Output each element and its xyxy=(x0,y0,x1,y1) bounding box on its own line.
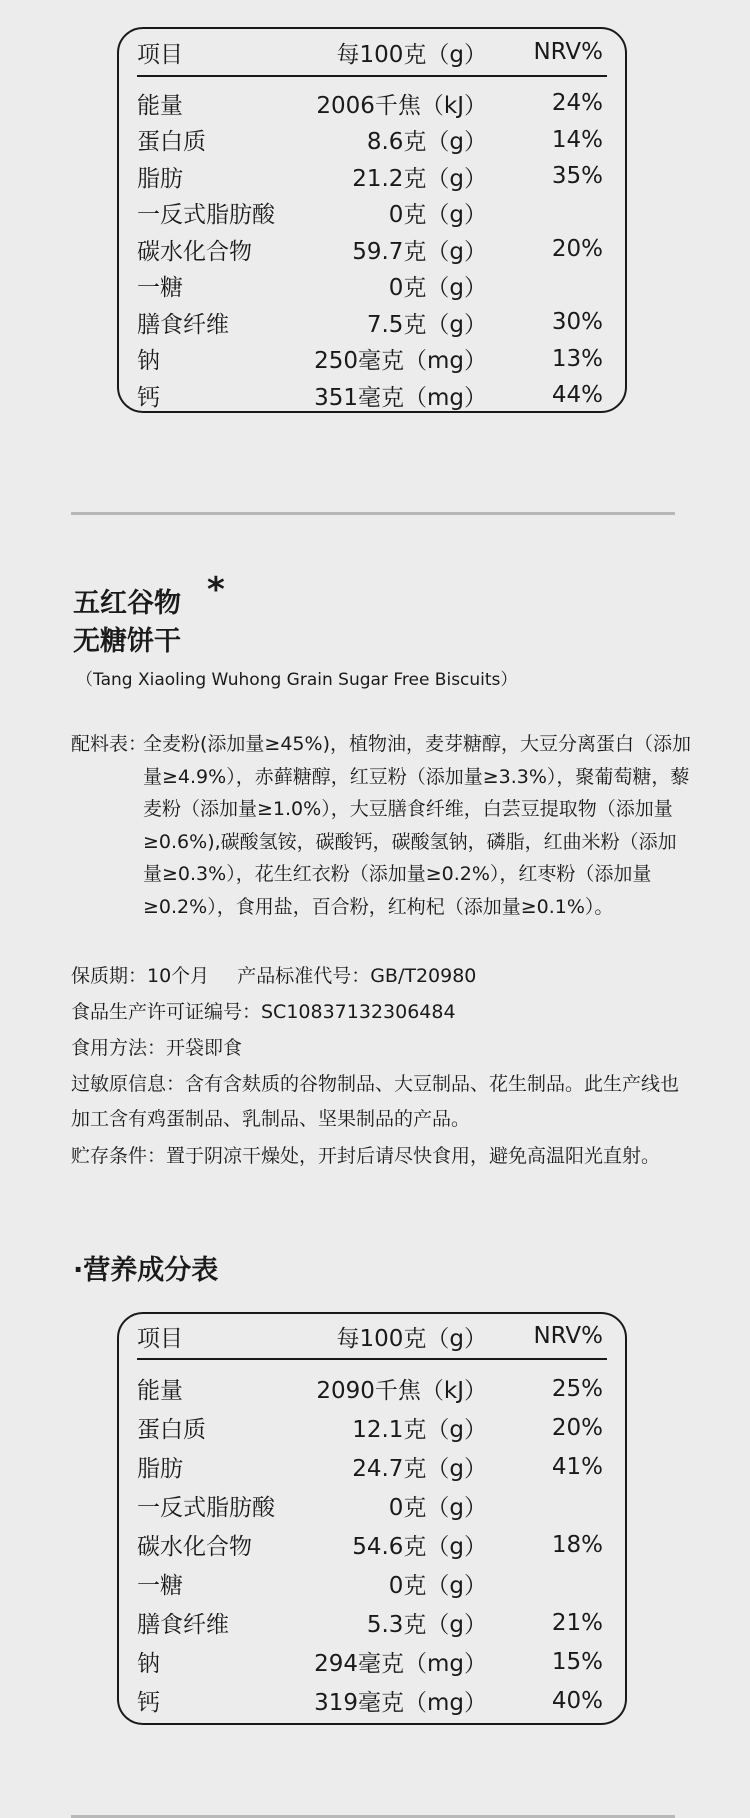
nutrient-nrv: 41% xyxy=(551,1453,603,1480)
nutrient-amount: 319毫克（mg） xyxy=(314,1690,487,1716)
nutrient-amount: 0克（g） xyxy=(388,275,487,302)
nutrient-nrv: 20% xyxy=(551,1414,603,1441)
nutrient-amount: 2006千焦（kJ） xyxy=(316,92,487,119)
table-row xyxy=(137,1525,607,1564)
nutrient-name: 蛋白质 xyxy=(137,1417,206,1443)
nutrient-name: 钙 xyxy=(137,1690,160,1716)
nutrient-amount: 5.3克（g） xyxy=(366,1612,487,1638)
nutrient-name: 碳水化合物 xyxy=(137,1534,252,1560)
ingredients-label: 配料表： xyxy=(71,733,148,755)
nutrient-name: 脂肪 xyxy=(137,1456,183,1482)
product-english-name: （Tang Xiaoling Wuhong Grain Sugar Free Biscuits） xyxy=(76,670,518,690)
nutrient-amount: 294毫克（mg） xyxy=(314,1651,487,1677)
product-subtitle: 无糖饼干 xyxy=(73,626,181,657)
nutrition-table xyxy=(117,27,627,413)
nutrition-table xyxy=(117,1312,627,1725)
nutrient-name: 蛋白质 xyxy=(137,129,206,156)
header-per-100g: 每100克（g） xyxy=(336,41,487,68)
header-item: 项目 xyxy=(137,1325,183,1352)
nutrient-name: 膳食纤维 xyxy=(137,1612,229,1638)
nutrient-amount: 351毫克（mg） xyxy=(314,384,487,411)
nutrient-nrv: 24% xyxy=(551,90,603,117)
nutrient-name: 膳食纤维 xyxy=(137,311,229,338)
nutrient-nrv: 25% xyxy=(551,1375,603,1402)
table-row xyxy=(137,341,607,378)
table-row xyxy=(137,1408,607,1447)
table-header-row xyxy=(137,29,607,77)
table-row xyxy=(137,1603,607,1642)
nutrient-nrv: 40% xyxy=(551,1687,603,1714)
nutrient-name: 一糖 xyxy=(137,275,183,302)
table-row xyxy=(137,1681,607,1720)
table-row xyxy=(137,304,607,341)
nutrient-name: 碳水化合物 xyxy=(137,238,252,265)
nutrient-name: 能量 xyxy=(137,1378,183,1404)
section-divider xyxy=(71,512,675,515)
nutrient-name: 钙 xyxy=(137,384,160,411)
nutrient-name: 钠 xyxy=(137,348,160,375)
table-body xyxy=(137,77,607,414)
table-row xyxy=(137,85,607,122)
nutrient-amount: 54.6克（g） xyxy=(352,1534,487,1560)
usage-method: 食用方法：开袋即食 xyxy=(71,1037,243,1059)
shelf-life-line xyxy=(71,958,681,994)
nutrient-nrv: 30% xyxy=(551,309,603,336)
table-row xyxy=(137,1486,607,1525)
nutrient-name: 一反式脂肪酸 xyxy=(137,202,275,229)
table-row xyxy=(137,231,607,268)
table-row xyxy=(137,195,607,232)
table-body xyxy=(137,1360,607,1720)
nutrient-amount: 2090千焦（kJ） xyxy=(316,1378,487,1404)
product-standard: 产品标准代号：GB/T20980 xyxy=(237,965,477,987)
table-header-row xyxy=(137,1314,607,1360)
table-row xyxy=(137,377,607,414)
nutrient-amount: 7.5克（g） xyxy=(366,311,487,338)
nutrient-name: 能量 xyxy=(137,92,183,119)
header-per-100g: 每100克（g） xyxy=(336,1325,487,1352)
nutrient-amount: 12.1克（g） xyxy=(352,1417,487,1443)
nutrient-nrv: 20% xyxy=(551,236,603,263)
nutrient-name: 脂肪 xyxy=(137,165,183,192)
nutrient-amount: 0克（g） xyxy=(388,1495,487,1521)
nutrient-name: 一糖 xyxy=(137,1573,183,1599)
storage-conditions: 贮存条件：置于阴凉干燥处，开封后请尽快食用，避免高温阳光直射。 xyxy=(71,1145,661,1167)
table-row xyxy=(137,122,607,159)
nutrient-amount: 59.7克（g） xyxy=(352,238,487,265)
ingredients-text: 全麦粉(添加量≥45%)，植物油，麦芽糖醇，大豆分离蛋白（添加量≥4.9%），赤藓糖醇，红豆粉（添加量≥3.3%），聚葡萄糖，藜麦粉（添加量≥1.0%），大豆膳食纤维，白芸豆提取物（添加量≥0.6%),碳酸氢铵，碳酸钙，碳酸氢钠，磷脂，红曲米粉（添加量≥0.3%），花生红衣粉（添加量≥0.2%），红枣粉（添加量≥0.2%），食用盐，百合粉，红枸杞（添加量≥0.1%）。 xyxy=(143,733,691,918)
nutrient-nrv: 44% xyxy=(551,382,603,409)
table-row xyxy=(137,1447,607,1486)
nutrient-amount: 250毫克（mg） xyxy=(314,348,487,375)
nutrient-nrv: 18% xyxy=(551,1531,603,1558)
nutrient-amount: 0克（g） xyxy=(388,202,487,229)
nutrient-amount: 24.7克（g） xyxy=(352,1456,487,1482)
nutrient-nrv: 35% xyxy=(551,163,603,190)
nutrient-name: 一反式脂肪酸 xyxy=(137,1495,275,1521)
section-title: ·营养成分表 xyxy=(73,1255,219,1286)
asterisk-mark: * xyxy=(207,570,225,610)
nutrient-nrv: 21% xyxy=(551,1609,603,1636)
nutrient-amount: 8.6克（g） xyxy=(366,129,487,156)
nutrient-nrv: 14% xyxy=(551,126,603,153)
allergen-info: 过敏原信息：含有含麸质的谷物制品、大豆制品、花生制品。此生产线也加工含有鸡蛋制品、乳制品、坚果制品的产品。 xyxy=(71,1073,680,1130)
header-item: 项目 xyxy=(137,41,183,68)
nutrient-amount: 0克（g） xyxy=(388,1573,487,1599)
table-row xyxy=(137,268,607,305)
table-row xyxy=(137,1564,607,1603)
header-nrv: NRV% xyxy=(533,39,603,65)
table-row xyxy=(137,158,607,195)
shelf-life: 保质期：10个月 xyxy=(71,965,210,987)
nutrient-nrv: 13% xyxy=(551,345,603,372)
product-title: 五红谷物 xyxy=(73,588,181,619)
nutrient-amount: 21.2克（g） xyxy=(352,165,487,192)
header-nrv: NRV% xyxy=(533,1323,603,1349)
license-number: 食品生产许可证编号：SC10837132306484 xyxy=(71,1001,456,1023)
table-row xyxy=(137,1369,607,1408)
nutrient-nrv: 15% xyxy=(551,1648,603,1675)
table-row xyxy=(137,1642,607,1681)
nutrient-name: 钠 xyxy=(137,1651,160,1677)
